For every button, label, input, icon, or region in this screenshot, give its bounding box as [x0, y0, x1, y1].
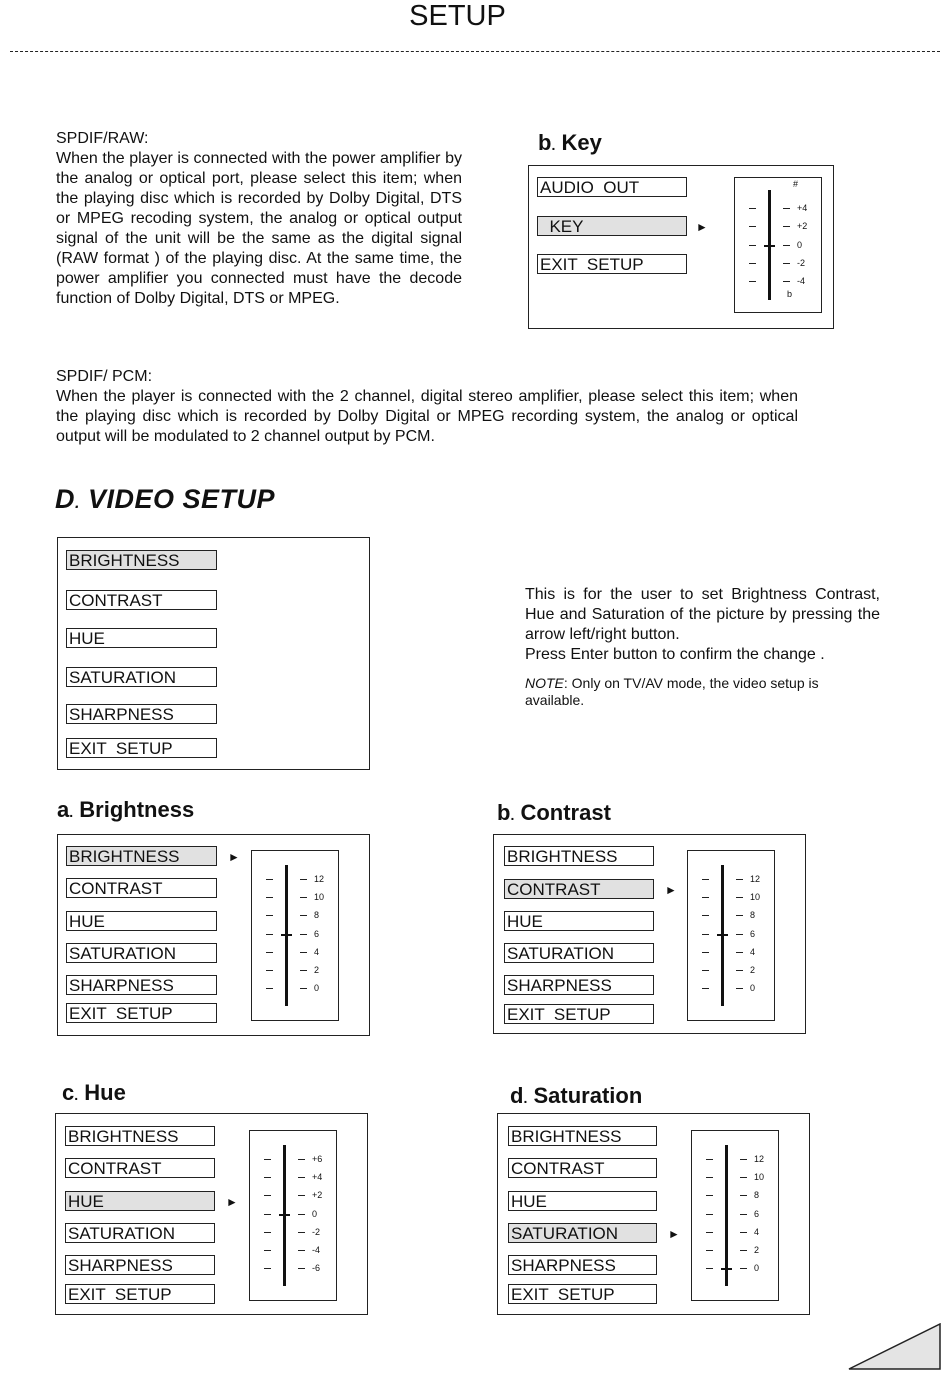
slider-tick-left: [706, 1177, 713, 1178]
spdif-pcm-heading: SPDIF/ PCM:: [56, 368, 153, 385]
slider-tick-right: [783, 208, 790, 209]
slider-tick-label: 8: [754, 1190, 760, 1201]
slider-tick-label: 12: [750, 874, 761, 884]
slider-tick-label: 12: [314, 874, 325, 884]
saturation-heading-dot: .: [523, 1090, 528, 1106]
slider-tick-left: [706, 1159, 713, 1160]
menu-item-brightness[interactable]: BRIGHTNESS: [504, 846, 654, 866]
menu-item-hue[interactable]: HUE: [504, 911, 654, 931]
slider-tick-right: [740, 1159, 747, 1160]
slider-tick-right: [736, 915, 743, 916]
spdif-pcm-section: [56, 367, 798, 447]
menu-item-exit-setup[interactable]: EXIT SETUP: [504, 1004, 654, 1024]
slider-tick-right: [300, 988, 307, 989]
brightness-heading-dot: .: [69, 804, 74, 820]
spdif-raw-section: [56, 129, 462, 309]
slider-tick-right: [300, 915, 307, 916]
slider-tick-right: [736, 897, 743, 898]
menu-item-exit-setup[interactable]: EXIT SETUP: [508, 1284, 657, 1304]
right-arrow-icon: ►: [228, 850, 240, 864]
key-menu-panel: [528, 165, 834, 329]
menu-item-contrast[interactable]: CONTRAST: [508, 1158, 657, 1178]
slider-tick-left: [264, 1250, 271, 1251]
menu-item-sharpness[interactable]: SHARPNESS: [504, 975, 654, 995]
menu-item-brightness[interactable]: BRIGHTNESS: [66, 846, 217, 866]
saturation-heading-letter: d: [510, 1083, 524, 1108]
slider-tick-left: [706, 1214, 713, 1215]
saturation-menu-panel: [497, 1113, 810, 1315]
slider-tick-left: [266, 934, 273, 935]
slider-tick-right: [740, 1195, 747, 1196]
video-setup-dot: .: [75, 495, 80, 512]
right-arrow-icon: ►: [696, 220, 708, 234]
contrast-slider[interactable]: [687, 850, 775, 1021]
slider-tick-left: [264, 1268, 271, 1269]
slider-flat-label: b: [787, 289, 793, 299]
key-slider[interactable]: [734, 177, 822, 313]
slider-tick-right: [740, 1250, 747, 1251]
slider-tick-right: [740, 1232, 747, 1233]
slider-knob[interactable]: [717, 934, 728, 936]
slider-tick-label: 2: [750, 965, 756, 975]
slider-tick-right: [298, 1250, 305, 1251]
right-arrow-icon: ►: [665, 883, 677, 897]
slider-tick-right: [783, 281, 790, 282]
slider-tick-label: 6: [314, 928, 320, 939]
menu-item-hue[interactable]: HUE: [66, 911, 217, 931]
hue-heading-title: Hue: [84, 1080, 126, 1105]
slider-tick-left: [266, 879, 273, 880]
slider-tick-left: [266, 952, 273, 953]
slider-tick-label: -4: [797, 276, 806, 287]
video-description-text: This is for the user to set Brightness Contrast, Hue and Saturation of the picture by pressing the arrow left/right button.: [525, 586, 880, 643]
slider-tick-label: 0: [312, 1208, 318, 1219]
hue-slider[interactable]: [249, 1130, 337, 1301]
slider-tick-left: [266, 915, 273, 916]
slider-tick-label: -2: [797, 257, 806, 268]
menu-item-exit-setup[interactable]: EXIT SETUP: [66, 1003, 217, 1023]
spdif-pcm-body: When the player is connected with the 2 channel, digital stereo amplifier, please select this item; when the playing disc which is recorded by Dolby Digital or MPEG recording system, the analog or optical output will be modulated to 2 channel output by PCM.: [56, 388, 798, 445]
slider-tick-left: [264, 1159, 271, 1160]
slider-tick-left: [706, 1232, 713, 1233]
menu-item-audio-out[interactable]: AUDIO OUT: [537, 177, 687, 197]
slider-tick-left: [749, 208, 756, 209]
slider-tick-left: [266, 970, 273, 971]
menu-item-key[interactable]: KEY: [537, 216, 687, 236]
menu-item-contrast[interactable]: CONTRAST: [66, 878, 217, 898]
slider-tick-label: +2: [312, 1190, 323, 1201]
key-heading-letter: b: [538, 130, 552, 155]
slider-tick-left: [702, 879, 709, 880]
contrast-heading-title: Contrast: [520, 800, 611, 825]
slider-tick-right: [300, 879, 307, 880]
spdif-raw-heading: SPDIF/RAW:: [56, 130, 149, 147]
slider-tick-right: [783, 226, 790, 227]
brightness-menu-panel: [57, 834, 370, 1036]
hue-heading: [62, 1080, 126, 1106]
menu-item-saturation[interactable]: SATURATION: [504, 943, 654, 963]
slider-tick-right: [300, 952, 307, 953]
menu-item-exit-setup[interactable]: EXIT SETUP: [66, 738, 217, 758]
slider-tick-right: [300, 897, 307, 898]
slider-tick-left: [702, 952, 709, 953]
header-divider: [10, 51, 940, 52]
menu-item-contrast[interactable]: CONTRAST: [66, 590, 217, 610]
menu-item-saturation[interactable]: SATURATION: [65, 1223, 215, 1243]
saturation-heading-title: Saturation: [533, 1083, 643, 1108]
menu-item-contrast[interactable]: CONTRAST: [504, 879, 654, 899]
slider-tick-label: 6: [754, 1208, 760, 1219]
slider-tick-label: -4: [312, 1245, 321, 1255]
slider-knob[interactable]: [279, 1214, 290, 1216]
spdif-raw-body: When the player is connected with the power amplifier by the analog or optical port, please select this item; when the playing disc which is recorded by Dolby Digital, DTS or MPEG recoding system, the analog or optical output signal of the unit will be the same as the digital signal (RAW format ) of the playing disc. At the same time, the power amplifier you connected must have the decode function of Dolby Digital, DTS or MPEG.: [56, 150, 462, 307]
brightness-heading-letter: a: [57, 797, 70, 822]
contrast-heading: [497, 800, 611, 826]
key-heading-title: Key: [561, 130, 602, 155]
slider-tick-label: 8: [750, 910, 756, 921]
hue-menu-panel: [55, 1113, 368, 1315]
menu-item-contrast[interactable]: CONTRAST: [65, 1158, 215, 1178]
key-heading: [538, 130, 602, 156]
slider-tick-right: [736, 879, 743, 880]
slider-tick-left: [266, 988, 273, 989]
slider-tick-label: 10: [314, 892, 325, 903]
slider-tick-right: [783, 263, 790, 264]
slider-tick-left: [749, 263, 756, 264]
menu-item-brightness[interactable]: BRIGHTNESS: [508, 1126, 657, 1146]
menu-item-saturation[interactable]: SATURATION: [66, 667, 217, 687]
menu-item-exit-setup[interactable]: EXIT SETUP: [65, 1284, 215, 1304]
slider-tick-label: 0: [754, 1263, 760, 1274]
slider-tick-label: +6: [312, 1154, 323, 1164]
slider-tick-right: [298, 1268, 305, 1269]
slider-tick-left: [702, 934, 709, 935]
saturation-slider[interactable]: [691, 1130, 779, 1301]
contrast-heading-dot: .: [510, 807, 515, 823]
right-arrow-icon: ►: [668, 1227, 680, 1241]
slider-tick-label: 2: [754, 1245, 760, 1255]
slider-knob[interactable]: [721, 1268, 732, 1270]
slider-tick-right: [740, 1214, 747, 1215]
video-setup-heading: [55, 484, 275, 515]
brightness-heading: [57, 797, 194, 823]
menu-item-saturation[interactable]: SATURATION: [508, 1223, 657, 1243]
brightness-heading-title: Brightness: [79, 797, 195, 822]
slider-tick-left: [706, 1268, 713, 1269]
slider-tick-label: 2: [314, 965, 320, 975]
video-confirm-text: Press Enter button to confirm the change .: [525, 646, 825, 663]
menu-item-sharpness[interactable]: SHARPNESS: [66, 704, 217, 724]
slider-tick-label: 12: [754, 1154, 765, 1164]
slider-tick-label: 10: [754, 1172, 765, 1183]
slider-tick-left: [266, 897, 273, 898]
slider-tick-label: 10: [750, 892, 761, 903]
slider-tick-left: [702, 915, 709, 916]
page-title: SETUP: [409, 0, 506, 32]
menu-item-saturation[interactable]: SATURATION: [66, 943, 217, 963]
slider-tick-label: 0: [750, 983, 756, 994]
menu-item-hue[interactable]: HUE: [66, 628, 217, 648]
slider-tick-label: +4: [312, 1172, 323, 1183]
slider-tick-label: +2: [797, 221, 808, 232]
slider-knob[interactable]: [764, 245, 775, 247]
hue-heading-dot: .: [74, 1087, 79, 1103]
menu-item-sharpness[interactable]: SHARPNESS: [65, 1255, 215, 1275]
slider-tick-left: [749, 226, 756, 227]
video-note: [525, 675, 880, 709]
menu-item-brightness[interactable]: BRIGHTNESS: [66, 550, 217, 570]
slider-tick-right: [740, 1268, 747, 1269]
slider-tick-left: [264, 1195, 271, 1196]
slider-tick-right: [783, 245, 790, 246]
saturation-heading: [510, 1083, 642, 1109]
key-heading-dot: .: [551, 137, 556, 153]
slider-tick-left: [702, 897, 709, 898]
slider-tick-left: [702, 970, 709, 971]
slider-tick-left: [702, 988, 709, 989]
page-corner-triangle-icon: [848, 1323, 942, 1371]
hue-heading-letter: c: [62, 1080, 75, 1105]
slider-tick-label: 4: [754, 1226, 760, 1237]
slider-knob[interactable]: [281, 934, 292, 936]
slider-tick-left: [264, 1214, 271, 1215]
slider-tick-right: [736, 970, 743, 971]
slider-tick-right: [298, 1214, 305, 1215]
brightness-slider[interactable]: [251, 850, 339, 1021]
slider-tick-label: 0: [314, 983, 320, 994]
slider-tick-label: 4: [750, 946, 756, 957]
slider-tick-right: [740, 1177, 747, 1178]
menu-item-hue[interactable]: HUE: [65, 1191, 215, 1211]
slider-tick-label: +4: [797, 203, 808, 213]
note-text: : Only on TV/AV mode, the video setup is available.: [525, 675, 819, 708]
slider-tick-label: 4: [314, 946, 320, 957]
menu-item-brightness[interactable]: BRIGHTNESS: [65, 1126, 215, 1146]
video-setup-title: VIDEO SETUP: [87, 484, 276, 514]
slider-tick-right: [736, 988, 743, 989]
video-setup-letter: D: [55, 484, 75, 514]
slider-tick-label: 6: [750, 928, 756, 939]
slider-tick-left: [264, 1177, 271, 1178]
slider-tick-right: [298, 1177, 305, 1178]
slider-tick-label: 0: [797, 239, 803, 250]
slider-tick-right: [736, 934, 743, 935]
slider-tick-left: [706, 1250, 713, 1251]
slider-tick-right: [736, 952, 743, 953]
slider-tick-left: [264, 1232, 271, 1233]
note-label: NOTE: [525, 675, 564, 691]
slider-tick-right: [298, 1159, 305, 1160]
contrast-menu-panel: [493, 834, 806, 1034]
slider-tick-right: [300, 970, 307, 971]
right-arrow-icon: ►: [226, 1195, 238, 1209]
menu-item-hue[interactable]: HUE: [508, 1191, 657, 1211]
slider-sharp-label: #: [793, 179, 799, 189]
slider-tick-left: [749, 245, 756, 246]
slider-tick-right: [298, 1232, 305, 1233]
slider-tick-left: [706, 1195, 713, 1196]
slider-tick-right: [298, 1195, 305, 1196]
menu-item-sharpness[interactable]: SHARPNESS: [508, 1255, 657, 1275]
menu-item-sharpness[interactable]: SHARPNESS: [66, 975, 217, 995]
video-setup-menu-panel: [57, 537, 370, 770]
video-setup-description: [525, 585, 880, 709]
slider-tick-right: [300, 934, 307, 935]
slider-tick-left: [749, 281, 756, 282]
menu-item-exit-setup[interactable]: EXIT SETUP: [537, 254, 687, 274]
contrast-heading-letter: b: [497, 800, 511, 825]
slider-track: [725, 1145, 728, 1286]
slider-tick-label: 8: [314, 910, 320, 921]
slider-tick-label: -6: [312, 1263, 321, 1274]
slider-tick-label: -2: [312, 1226, 321, 1237]
